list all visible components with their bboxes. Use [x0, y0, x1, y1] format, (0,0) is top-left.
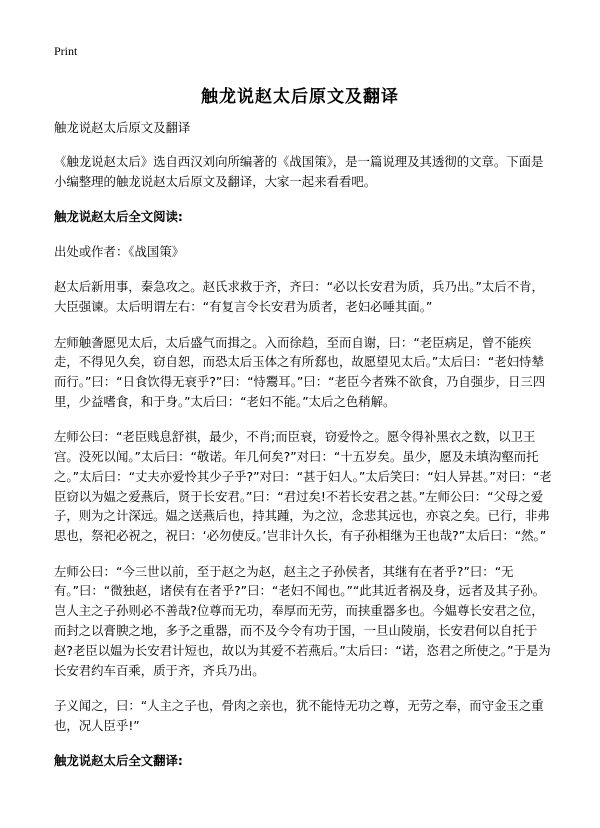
text-paragraph: 子义闻之，曰：“人主之子也，骨肉之亲也，犹不能恃无功之尊，无劳之奉，而守金玉之重也，况人臣乎!”	[54, 697, 544, 733]
text-paragraph: 左师公曰：“今三世以前，至于赵之为赵，赵主之子孙侯者，其继有在者乎?”曰：“无有。”曰：“微独赵，诸侯有在者乎?”曰：“老妇不闻也。”“此其近者祸及身，远者及其子孙。岂人主之子孙则必不善哉?位尊而无功，奉厚而无劳，而挟重器多也。今媪尊长安君之位，而封之以膏腴之地，多予之重器，而不及今令有功于国，一旦山陵崩，长安君何以自托于赵?老臣以媪为长安君计短也，故以为其爱不若燕后。”太后曰：“诺，恣君之所使之。”于是为长安君约车百乘，质于齐，齐兵乃出。	[54, 563, 551, 678]
section-heading-original: 触龙说赵太后全文阅读:	[54, 208, 183, 224]
source-line: 出处或作者：《战国策》	[54, 244, 185, 260]
text-paragraph: 左师触詟愿见太后，太后盛气而揖之。入而徐趋，至而自谢，曰：“老臣病足，曾不能疾走，不得见久矣，窃自恕，而恐太后玉体之有所郄也，故愿望见太后。”太后曰：“老妇恃辇而行。”曰：“日食饮得无衰乎?”曰：“恃鬻耳。”曰：“老臣今者殊不欲食，乃自强步，日三四里，少益嗜食，和于身。”太后曰：“老妇不能。”太后之色稍解。	[54, 334, 546, 409]
page-title: 触龙说赵太后原文及翻译	[201, 87, 399, 107]
text-paragraph: 左师公曰：“老臣贱息舒祺，最少，不肖;而臣衰，窃爱怜之。愿令得补黑衣之数，以卫王宫。没死以闻。”太后曰：“敬诺。年几何矣?”对曰：“十五岁矣。虽少，愿及未填沟壑而托之。”太后曰：“丈夫亦爱怜其少子乎?”对曰：“甚于妇人。”太后笑曰：“妇人异甚。”对曰：“老臣窃以为媪之爱燕后，贤于长安君。”曰：“君过矣!不若长安君之甚。”左师公曰：“父母之爱子，则为之计深远。媪之送燕后也，持其踵，为之泣，念悲其远也，亦哀之矣。已行，非弗思也，祭祀必祝之，祝曰：‘必勿使反。’岂非计久长，有子孙相继为王也哉?”太后曰：“然。”	[54, 429, 552, 544]
text-paragraph: 赵太后新用事，秦急攻之。赵氏求救于齐，齐曰：“必以长安君为质，兵乃出。”太后不肯，大臣强谏。太后明谓左右：“有复言令长安君为质者，老妇必唾其面。”	[54, 279, 544, 315]
section-heading-translation: 触龙说赵太后全文翻译:	[54, 752, 183, 768]
article-subtitle: 触龙说赵太后原文及翻译	[54, 120, 191, 135]
article-body	[54, 118, 554, 786]
intro-paragraph: 《触龙说赵太后》选自西汉刘向所编著的《战国策》，是一篇说理及其透彻的文章。下面是小编整理的触龙说赵太后原文及翻译，大家一起来看看吧。	[54, 153, 544, 189]
print-link[interactable]: Print	[54, 44, 78, 58]
